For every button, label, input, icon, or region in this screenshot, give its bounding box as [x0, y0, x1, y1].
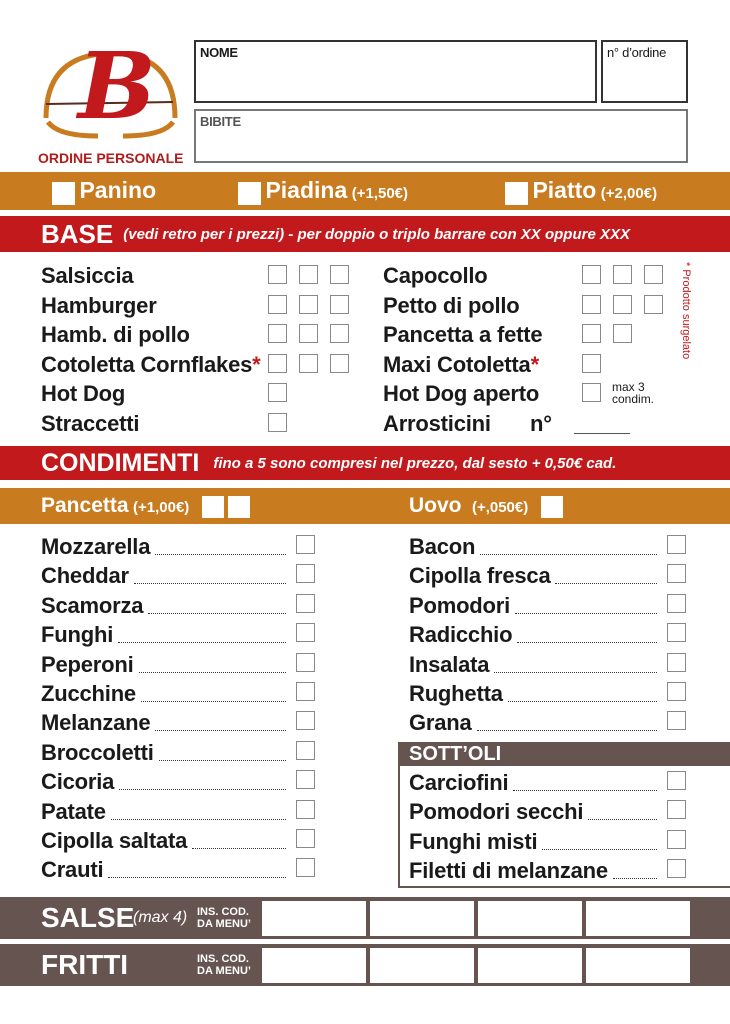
- dotted-leader: [159, 760, 286, 761]
- dotted-leader: [108, 877, 286, 878]
- condimento-label: Scamorza: [41, 592, 144, 618]
- piatto-checkbox[interactable]: [505, 182, 528, 205]
- base-item-text: Hamb. di pollo: [41, 322, 190, 347]
- base-checkbox[interactable]: [299, 295, 318, 314]
- condimento-checkbox[interactable]: [296, 858, 315, 877]
- uovo-option: [409, 494, 563, 519]
- condimento-checkbox[interactable]: [296, 653, 315, 672]
- salse-code-4[interactable]: [586, 901, 690, 936]
- condimento-checkbox[interactable]: [667, 682, 686, 701]
- salse-code-label: INS. COD. DA MENU’: [197, 906, 251, 930]
- condimento-label: Rughetta: [409, 681, 503, 706]
- condimento-checkbox[interactable]: [296, 770, 315, 789]
- base-checkbox[interactable]: [582, 354, 601, 373]
- salse-code-1[interactable]: [262, 901, 366, 936]
- condimento-checkbox[interactable]: [667, 711, 686, 730]
- base-item-label: [383, 381, 539, 407]
- base-band: [0, 216, 730, 252]
- dotted-leader: [119, 789, 286, 790]
- salse-extra: (max 4): [133, 909, 188, 926]
- dotted-leader: [192, 848, 286, 849]
- pancetta-checkbox-2[interactable]: [228, 496, 250, 518]
- base-checkbox[interactable]: [330, 295, 349, 314]
- base-checkbox[interactable]: [268, 354, 287, 373]
- base-item-text: Hot Dog: [41, 381, 126, 406]
- format-piatto[interactable]: [505, 177, 657, 205]
- base-item-label: [383, 411, 491, 437]
- base-checkbox[interactable]: [268, 383, 287, 402]
- base-checkbox[interactable]: [644, 265, 663, 284]
- nome-label: NOME: [200, 45, 238, 60]
- fritti-code-1[interactable]: [262, 948, 366, 983]
- dotted-leader: [508, 701, 657, 702]
- base-checkbox[interactable]: [268, 265, 287, 284]
- dotted-leader: [477, 730, 657, 731]
- salse-title: SALSE: [41, 902, 135, 933]
- sottoli-header: [398, 742, 730, 766]
- base-checkbox[interactable]: [268, 324, 287, 343]
- base-item-text: Cotoletta Cornflakes: [41, 351, 253, 377]
- base-title: BASE: [41, 218, 114, 249]
- condimento-checkbox[interactable]: [296, 564, 315, 583]
- fritti-code-3[interactable]: [478, 948, 582, 983]
- base-item-label: [41, 411, 139, 437]
- condimento-checkbox[interactable]: [667, 594, 686, 613]
- condimento-label: Crauti: [41, 857, 104, 883]
- base-checkbox[interactable]: [268, 295, 287, 314]
- base-item-note: max 3 condim.: [612, 380, 655, 406]
- base-item-label: [41, 293, 157, 319]
- ordine-field[interactable]: [601, 40, 688, 103]
- salse-code-2[interactable]: [370, 901, 474, 936]
- base-item-label: [41, 381, 125, 407]
- condimento-checkbox[interactable]: [667, 564, 686, 583]
- panino-checkbox[interactable]: [52, 182, 75, 205]
- base-item-label: [383, 322, 542, 348]
- fritti-code-label: INS. COD. DA MENU’: [197, 953, 251, 977]
- condimento-checkbox[interactable]: [296, 682, 315, 701]
- dotted-leader: [494, 672, 657, 673]
- dotted-leader: [155, 554, 286, 555]
- base-item-text: Arrosticini: [383, 410, 491, 436]
- base-item-text: Pancetta a fette: [383, 322, 543, 347]
- pancetta-label: Pancetta: [41, 493, 129, 517]
- condimento-checkbox[interactable]: [296, 711, 315, 730]
- base-checkbox[interactable]: [299, 265, 318, 284]
- nome-field[interactable]: [194, 40, 597, 103]
- pancetta-extra: (+1,00€): [133, 498, 190, 516]
- base-item-label: [383, 263, 488, 289]
- extras-band: [0, 488, 730, 524]
- condimento-label: Zucchine: [41, 681, 136, 706]
- fritti-band: [0, 944, 730, 986]
- uovo-label: Uovo: [409, 493, 462, 517]
- dotted-leader: [148, 613, 286, 614]
- dotted-leader: [480, 554, 657, 555]
- base-checkbox[interactable]: [613, 324, 632, 343]
- base-checkbox[interactable]: [582, 265, 601, 284]
- uovo-checkbox[interactable]: [541, 496, 563, 518]
- dotted-leader: [515, 613, 657, 614]
- salse-band: [0, 897, 730, 939]
- condimento-label: Filetti di melanzane: [409, 858, 608, 884]
- base-item-text: Salsiccia: [41, 263, 134, 288]
- base-item-text: Hot Dog aperto: [383, 381, 540, 406]
- condimento-label: Pomodori secchi: [409, 799, 584, 825]
- format-piadina[interactable]: [238, 177, 408, 205]
- piatto-label: Piatto: [532, 176, 597, 203]
- base-checkbox[interactable]: [330, 324, 349, 343]
- fritti-code-2[interactable]: [370, 948, 474, 983]
- base-checkbox[interactable]: [330, 265, 349, 284]
- base-checkbox[interactable]: [582, 295, 601, 314]
- condimento-label: Cicoria: [41, 769, 115, 795]
- condimento-label: Broccoletti: [41, 739, 154, 765]
- base-item-label: [383, 293, 520, 319]
- condimento-checkbox[interactable]: [667, 653, 686, 672]
- base-item-text: Hamburger: [41, 292, 157, 318]
- base-item-label: [41, 263, 133, 289]
- base-checkbox[interactable]: [330, 354, 349, 373]
- logo-subtitle: ORDINE PERSONALE: [38, 150, 184, 166]
- condimento-checkbox[interactable]: [667, 623, 686, 642]
- asterisk-icon: *: [252, 351, 261, 377]
- condimento-label: Carciofini: [409, 770, 509, 795]
- condimento-label: Mozzarella: [41, 534, 151, 559]
- base-checkbox[interactable]: [299, 324, 318, 343]
- condimento-checkbox[interactable]: [296, 594, 315, 613]
- dotted-leader: [517, 642, 657, 643]
- uovo-extra: (+,050€): [471, 498, 529, 516]
- dotted-leader: [134, 583, 286, 584]
- piadina-label: Piadina: [265, 176, 348, 203]
- piadina-extra: (+1,50€): [351, 184, 409, 202]
- condimenti-title: CONDIMENTI: [41, 448, 200, 477]
- condimento-label: Bacon: [409, 534, 476, 559]
- condimento-label: Peperoni: [41, 651, 134, 677]
- arrosticini-number-field[interactable]: [574, 433, 630, 434]
- bibite-field[interactable]: [194, 109, 688, 163]
- condimento-label: Cipolla fresca: [409, 563, 551, 589]
- condimento-checkbox[interactable]: [296, 829, 315, 848]
- condimento-label: Insalata: [409, 651, 490, 677]
- condimento-label: Melanzane: [41, 710, 151, 736]
- logo: [38, 32, 184, 168]
- bibite-label: BIBITE: [200, 114, 241, 129]
- base-checkbox[interactable]: [582, 383, 601, 402]
- sottoli-title: SOTT’OLI: [409, 743, 502, 765]
- dotted-leader: [118, 642, 286, 643]
- dotted-leader: [111, 819, 286, 820]
- condimento-label: Funghi: [41, 622, 114, 648]
- piadina-checkbox[interactable]: [238, 182, 261, 205]
- dotted-leader: [141, 701, 286, 702]
- condimenti-note: fino a 5 sono compresi nel prezzo, dal sesto + 0,50€ cad.: [213, 454, 617, 472]
- base-item-text: Maxi Cotoletta: [383, 351, 531, 377]
- base-checkbox[interactable]: [644, 295, 663, 314]
- condimento-label: Cipolla saltata: [41, 828, 188, 853]
- format-band: [0, 172, 730, 210]
- asterisk-icon: *: [530, 351, 539, 377]
- pancetta-checkbox-1[interactable]: [202, 496, 224, 518]
- condimento-checkbox[interactable]: [296, 741, 315, 760]
- ordine-label: n° d’ordine: [607, 45, 666, 60]
- base-checkbox[interactable]: [613, 295, 632, 314]
- base-checkbox[interactable]: [268, 413, 287, 432]
- condimento-checkbox[interactable]: [296, 623, 315, 642]
- panino-label: Panino: [79, 176, 157, 203]
- arrosticini-number-label: n°: [530, 410, 552, 436]
- condimento-checkbox[interactable]: [667, 535, 686, 554]
- condimento-label: Patate: [41, 798, 106, 824]
- base-checkbox[interactable]: [299, 354, 318, 373]
- base-item-text: Petto di pollo: [383, 292, 520, 318]
- condimento-label: Grana: [409, 710, 472, 736]
- condimento-label: Pomodori: [409, 592, 511, 618]
- dotted-leader: [139, 672, 286, 673]
- condimento-checkbox[interactable]: [296, 800, 315, 819]
- base-item-text: Capocollo: [383, 263, 488, 288]
- dotted-leader: [555, 583, 657, 584]
- salse-code-3[interactable]: [478, 901, 582, 936]
- condimento-label: Funghi misti: [409, 828, 538, 854]
- fritti-code-4[interactable]: [586, 948, 690, 983]
- base-note: (vedi retro per i prezzi) - per doppio o triplo barrare con XX oppure XXX: [123, 225, 630, 243]
- condimento-label: Cheddar: [41, 563, 129, 589]
- base-item-label: [41, 352, 261, 378]
- format-panino[interactable]: [52, 177, 156, 205]
- condimento-checkbox[interactable]: [296, 535, 315, 554]
- piatto-extra: (+2,00€): [600, 184, 658, 202]
- fritti-title: FRITTI: [41, 949, 129, 980]
- base-item-label: [383, 352, 539, 378]
- dotted-leader: [155, 730, 286, 731]
- pancetta-option: [41, 494, 250, 519]
- surgelato-note: * Prodotto surgelato: [680, 262, 692, 360]
- base-item-text: Straccetti: [41, 410, 140, 436]
- logo-letter: B: [78, 32, 156, 140]
- base-checkbox[interactable]: [582, 324, 601, 343]
- base-checkbox[interactable]: [613, 265, 632, 284]
- condimento-label: Radicchio: [409, 622, 513, 648]
- condimenti-band: [0, 446, 730, 480]
- base-item-label: [41, 322, 190, 348]
